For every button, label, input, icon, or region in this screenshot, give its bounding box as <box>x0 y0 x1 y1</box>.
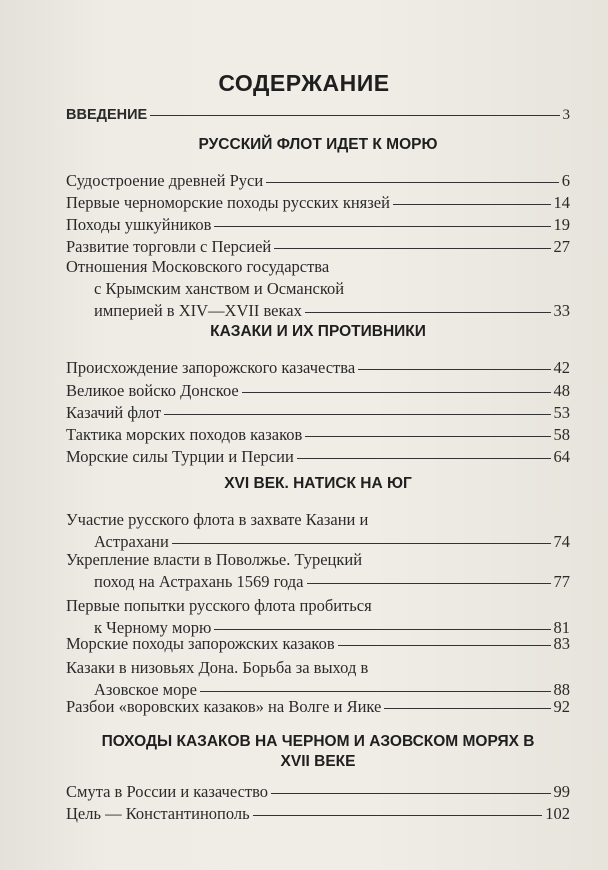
entry-text: к Черному морю <box>94 618 212 637</box>
toc-entry <box>66 192 570 214</box>
entry-text: Разбои «воровских казаков» на Волге и Яике <box>66 697 382 716</box>
dot-leader <box>253 815 543 816</box>
entry-line <box>66 595 570 617</box>
page-number: 74 <box>553 532 570 551</box>
toc-entry <box>66 633 570 655</box>
entry-text: империей в XIV—XVII веках <box>94 301 302 320</box>
entry-text: Походы ушкуйников <box>66 215 212 234</box>
toc-entry <box>66 357 570 379</box>
entry-line <box>66 192 570 214</box>
toc-entry <box>66 402 570 424</box>
page-number: 64 <box>553 447 570 466</box>
entry-line <box>66 402 570 424</box>
entry-line <box>66 571 570 593</box>
entry-text: с Крымским ханством и Османской <box>94 279 345 298</box>
dot-leader <box>150 115 559 116</box>
entry-line <box>66 300 570 322</box>
dot-leader <box>271 793 550 794</box>
page-number: 14 <box>553 193 570 212</box>
entry-line <box>66 781 570 803</box>
entry-text: Казаки в низовьях Дона. Борьба за выход в <box>66 658 369 677</box>
page-number: 27 <box>553 237 570 256</box>
page-number: 48 <box>553 381 570 400</box>
entry-line <box>66 696 570 718</box>
entry-text: Тактика морских походов казаков <box>66 425 303 444</box>
entry-line <box>66 549 570 571</box>
entry-text: Развитие торговли с Персией <box>66 237 272 256</box>
entry-line <box>66 256 570 278</box>
entry-text: Великое войско Донское <box>66 381 239 400</box>
toc-entry-intro <box>66 104 570 126</box>
entry-line <box>66 104 570 126</box>
entry-text: Морские силы Турции и Персии <box>66 447 294 466</box>
section-heading: XVI ВЕК. НАТИСК НА ЮГ <box>224 475 412 492</box>
toc-entry <box>66 657 570 701</box>
entry-line <box>66 214 570 236</box>
entry-line <box>66 236 570 258</box>
entry-line <box>66 803 570 825</box>
toc-entry <box>66 424 570 446</box>
entry-line <box>66 424 570 446</box>
page-number: 92 <box>553 697 570 716</box>
section-heading: КАЗАКИ И ИХ ПРОТИВНИКИ <box>210 323 426 340</box>
page-number: 88 <box>553 680 570 699</box>
dot-leader <box>164 414 550 415</box>
toc-entry <box>66 549 570 593</box>
page-number: 81 <box>553 618 570 637</box>
entry-text: Астрахани <box>94 532 169 551</box>
page-number: 33 <box>553 301 570 320</box>
entry-line <box>66 657 570 679</box>
toc-entry <box>66 380 570 402</box>
toc-entry <box>66 214 570 236</box>
entry-text: Судостроение древней Руси <box>66 171 264 190</box>
entry-line <box>66 509 570 531</box>
entry-text: Происхождение запорожского казачества <box>66 358 356 377</box>
dot-leader <box>297 458 551 459</box>
entry-text: Казачий флот <box>66 403 162 422</box>
entry-line <box>66 357 570 379</box>
dot-leader <box>393 204 551 205</box>
page-number: 58 <box>553 425 570 444</box>
dot-leader <box>338 645 551 646</box>
dot-leader <box>214 226 550 227</box>
entry-line <box>66 633 570 655</box>
toc-entry <box>66 696 570 718</box>
toc-entry <box>66 170 570 192</box>
dot-leader <box>305 436 550 437</box>
dot-leader <box>266 182 559 183</box>
entry-line <box>66 446 570 468</box>
entry-text: Азовское море <box>94 680 197 699</box>
toc-entry <box>66 781 570 803</box>
dot-leader <box>214 629 550 630</box>
section-heading: ПОХОДЫ КАЗАКОВ НА ЧЕРНОМ И АЗОВСКОМ МОРЯХ В XVII ВЕКЕ <box>101 733 535 770</box>
dot-leader <box>307 583 551 584</box>
page-number: 102 <box>545 804 570 823</box>
dot-leader <box>305 312 551 313</box>
page-number: 83 <box>553 634 570 653</box>
entry-line <box>66 170 570 192</box>
entry-text: поход на Астрахань 1569 года <box>94 572 304 591</box>
page-number: 77 <box>553 572 570 591</box>
entry-text: Первые попытки русского флота пробиться <box>66 596 372 615</box>
entry-text: Цель — Константинополь <box>66 804 250 823</box>
entry-text: Морские походы запорожских казаков <box>66 634 335 653</box>
dot-leader <box>384 708 550 709</box>
entry-text: Первые черноморские походы русских князей <box>66 193 390 212</box>
section-heading: РУССКИЙ ФЛОТ ИДЕТ К МОРЮ <box>198 136 438 153</box>
page-number: 42 <box>553 358 570 377</box>
page-number: 6 <box>561 171 570 190</box>
dot-leader <box>274 248 550 249</box>
dot-leader <box>358 369 550 370</box>
page-number: 53 <box>553 403 570 422</box>
page-title: СОДЕРЖАНИЕ <box>218 70 390 96</box>
toc-entry <box>66 236 570 258</box>
entry-text: ВВЕДЕНИЕ <box>66 107 148 123</box>
toc-entry <box>66 803 570 825</box>
dot-leader <box>172 543 551 544</box>
entry-text: Укрепление власти в Поволжье. Турецкий <box>66 550 363 569</box>
entry-line <box>66 278 570 300</box>
entry-line <box>66 380 570 402</box>
toc-entry <box>66 256 570 322</box>
entry-text: Смута в России и казачество <box>66 782 269 801</box>
entry-text: Участие русского флота в захвате Казани и <box>66 510 369 529</box>
toc-entry <box>66 446 570 468</box>
page-number: 99 <box>553 782 570 801</box>
entry-text: Отношения Московского государства <box>66 257 330 276</box>
page-number: 3 <box>562 107 570 123</box>
page-number: 19 <box>553 215 570 234</box>
toc-entry <box>66 509 570 553</box>
dot-leader <box>200 691 551 692</box>
dot-leader <box>242 392 551 393</box>
